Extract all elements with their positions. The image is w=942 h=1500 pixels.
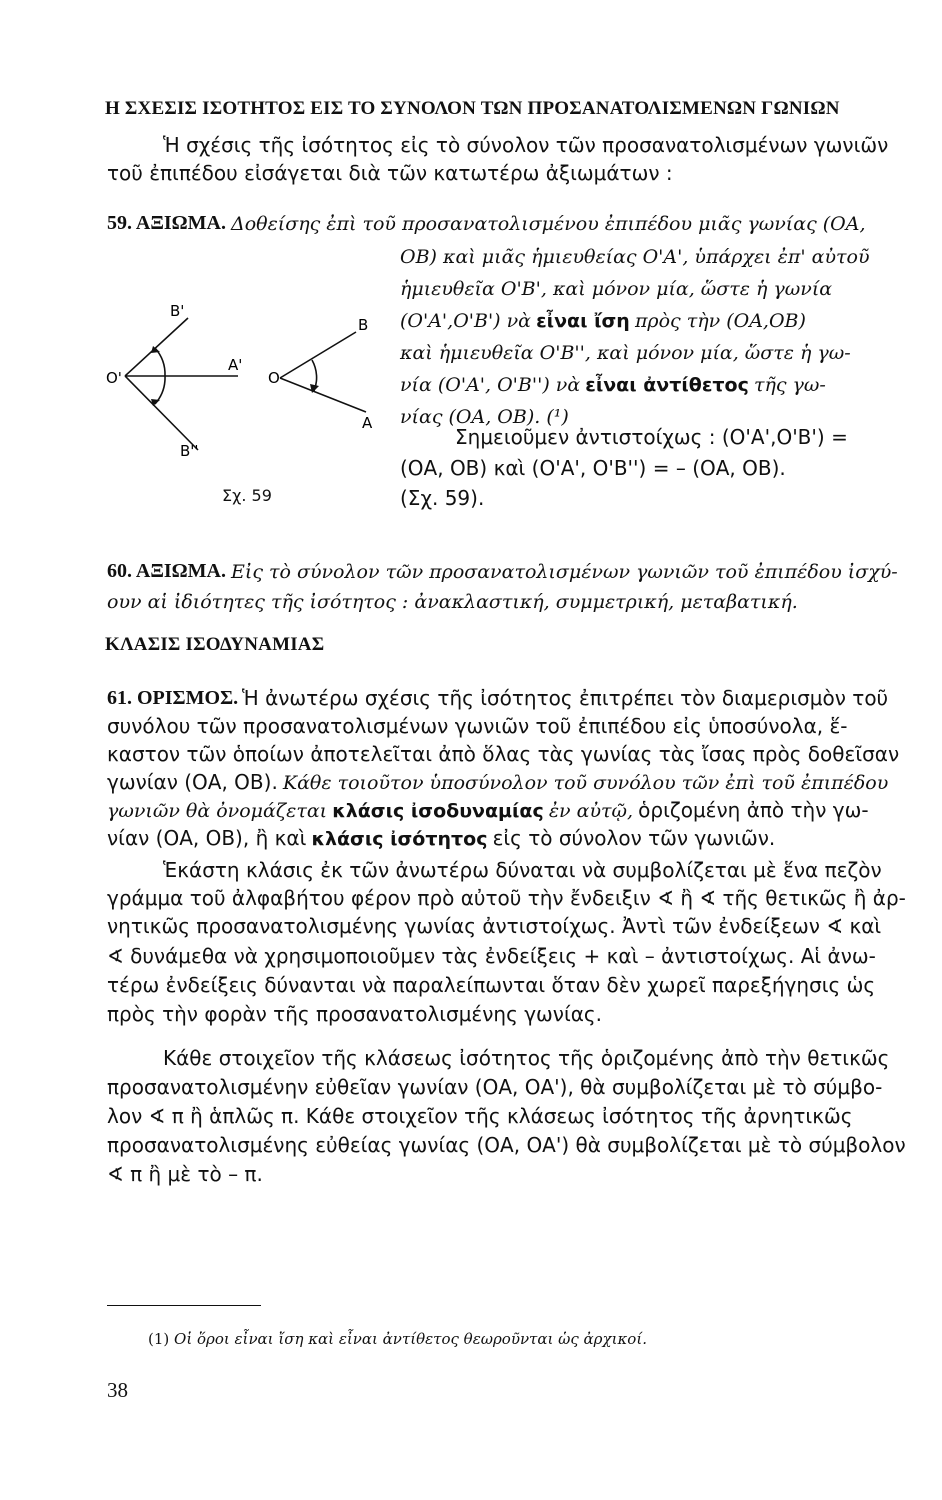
label-b-prime: B' xyxy=(170,302,185,320)
footnote-rule xyxy=(107,1305,261,1306)
para2-line-5: τέρω ἐνδείξεις δύνανται νὰ παραλείπωνται ὅταν δὲν χωρεῖ παρεξήγησις ὡς xyxy=(107,973,876,997)
ray-ob-double-prime xyxy=(125,376,198,450)
axiom-59-line-6: νία (Ο'Α', Ο'Β'') νὰ εἶναι ἀντίθετος τῆς γω- xyxy=(400,374,826,396)
label-a-prime: A' xyxy=(228,356,243,374)
axiom-59-note-2: (ΟΑ, ΟΒ) καὶ (Ο'Α', Ο'Β'') = – (ΟΑ, ΟΒ). xyxy=(400,456,786,480)
axiom-59-line-4: (Ο'Α',Ο'Β') νὰ εἶναι ἴση πρὸς τὴν (ΟΑ,ΟΒ) xyxy=(400,310,806,332)
intro-line-1: Ἡ σχέσις τῆς ἰσότητος εἰς τὸ σύνολον τῶν προσανατολισμένων γωνιῶν xyxy=(163,133,889,157)
definition-61-line-3: καστον τῶν ὁποίων ἀποτελεῖται ἀπὸ ὅλας τὰς γωνίας τὰς ἴσας πρὸς δοθεῖσαν xyxy=(107,742,900,766)
para2-line-1: Ἑκάστη κλάσις ἐκ τῶν ἀνωτέρω δύναται νὰ συμβολίζεται μὲ ἕνα πεζὸν xyxy=(163,858,882,882)
para3-line-3: λον ∢ π ἢ ἁπλῶς π. Κάθε στοιχεῖον τῆς κλάσεως ἰσότητος τῆς ἀρνητικῶς xyxy=(107,1104,853,1128)
para2-line-3: νητικῶς προσανατολισμένης γωνίας ἀντιστοίχως. Ἀντὶ τῶν ἐνδείξεων ∢ καὶ xyxy=(107,914,882,938)
label-a: A xyxy=(362,414,373,432)
para3-line-5: ∢ π ἢ μὲ τὸ – π. xyxy=(107,1162,263,1186)
footnote-marker: (1) xyxy=(148,1330,170,1348)
section-heading: Η ΣΧΕΣΙΣ ΙΣΟΤΗΤΟΣ ΕΙΣ ΤΟ ΣΥΝΟΛΟΝ ΤΩΝ ΠΡΟΣΑΝΑΤΟΛΙΣΜΕΝΩΝ ΓΩΝΙΩΝ xyxy=(105,98,840,119)
axiom-59-line-5: καὶ ἡμιευθεῖα Ο'Β'', καὶ μόνον μία, ὥστε ἡ γω- xyxy=(400,342,851,364)
figure-59 xyxy=(100,290,400,470)
label-o-prime: O' xyxy=(106,369,122,387)
subsection-heading: ΚΛΑΣΙΣ ΙΣΟΔΥΝΑΜΙΑΣ xyxy=(105,634,325,655)
para2-line-6: πρὸς τὴν φορὰν τῆς προσανατολισμένης γωνίας. xyxy=(107,1002,602,1026)
label-b: B xyxy=(358,316,369,334)
axiom-59-label: 59. ΑΞΙΩΜΑ. xyxy=(107,212,227,234)
axiom-60-label: 60. ΑΞΙΩΜΑ. xyxy=(107,560,227,582)
axiom-60-line-2: ουν αἱ ἰδιότητες τῆς ἰσότητος : ἀνακλαστική, συμμετρική, μεταβατική. xyxy=(107,591,798,613)
axiom-60-line-1: Εἰς τὸ σύνολον τῶν προσανατολισμένων γωνιῶν τοῦ ἐπιπέδου ἰσχύ- xyxy=(231,561,898,583)
term-equality-class: κλάσις ἰσότητος xyxy=(311,828,488,850)
footnote-text: Οἱ ὅροι εἶναι ἴση καὶ εἶναι ἀντίθετος θεωροῦνται ὡς ἀρχικοί. xyxy=(174,1330,647,1348)
axiom-59-note-1: Σημειοῦμεν ἀντιστοίχως : (Ο'Α',Ο'Β') = xyxy=(455,425,848,449)
term-equivalence-class: κλάσις ἰσοδυναμίας xyxy=(332,800,544,822)
footnote xyxy=(148,1330,647,1348)
axiom-59-line-3: ἡμιευθεῖα Ο'Β', καὶ μόνον μία, ὥστε ἡ γωνία xyxy=(400,278,833,300)
axiom-59-note-3: (Σχ. 59). xyxy=(400,486,485,510)
definition-61-line-6: νίαν (ΟΑ, ΟΒ), ἢ καὶ κλάσις ἰσότητος εἰς τὸ σύνολον τῶν γωνιῶν. xyxy=(107,826,776,850)
label-b-double-prime: B'' xyxy=(180,442,199,460)
para3-line-2: προσανατολισμένην εὐθεῖαν γωνίαν (ΟΑ, ΟΑ'), θὰ συμβολίζεται μὲ τὸ σύμβο- xyxy=(107,1075,883,1099)
para3-line-4: προσανατολισμένης εὐθείας γωνίας (ΟΑ, ΟΑ') θὰ συμβολίζεται μὲ τὸ σύμβολον xyxy=(107,1133,906,1157)
para2-line-2: γράμμα τοῦ ἀλφαβήτου φέρον πρὸ αὐτοῦ τὴν ἔνδειξιν ∢ ἢ ∢ τῆς θετικῶς ἢ ἀρ- xyxy=(107,886,906,910)
para3-line-1: Κάθε στοιχεῖον τῆς κλάσεως ἰσότητος τῆς ὁριζομένης ἀπὸ τὴν θετικῶς xyxy=(163,1046,890,1070)
ray-ob xyxy=(280,332,356,378)
label-o: O xyxy=(268,369,280,387)
intro-line-2: τοῦ ἐπιπέδου εἰσάγεται διὰ τῶν κατωτέρω ἀξιωμάτων : xyxy=(107,161,673,185)
page-number: 38 xyxy=(107,1378,128,1402)
axiom-59-line-2: ΟΒ) καὶ μιᾶς ἡμιευθείας Ο'Α', ὑπάρχει ἐπ' αὐτοῦ xyxy=(400,246,870,268)
ray-ob-prime xyxy=(125,318,188,376)
para2-line-4: ∢ δυνάμεθα νὰ χρησιμοποιοῦμεν τὰς ἐνδείξεις + καὶ – ἀντιστοίχως. Αἱ ἀνω- xyxy=(107,944,876,968)
figure-caption: Σχ. 59 xyxy=(222,486,272,505)
axiom-59-line-1: Δοθείσης ἐπὶ τοῦ προσανατολισμένου ἐπιπέδου μιᾶς γωνίας (ΟΑ, xyxy=(231,213,866,235)
definition-61-line-5: γωνιῶν θὰ ὀνομάζεται κλάσις ἰσοδυναμίας ἐν αὐτῷ, ὁριζομένη ἀπὸ τὴν γω- xyxy=(107,798,869,822)
axiom-59-line-7: νίας (ΟΑ, ΟΒ). (¹) xyxy=(400,406,569,428)
ray-oa xyxy=(280,378,366,412)
definition-61-line-1: Ἡ ἀνωτέρω σχέσις τῆς ἰσότητος ἐπιτρέπει τὸν διαμερισμὸν τοῦ xyxy=(242,686,889,710)
arrow-negative xyxy=(151,399,160,406)
definition-61-line-2: συνόλου τῶν προσανατολισμένων γωνιῶν τοῦ ἐπιπέδου εἰς ὑποσύνολα, ἕ- xyxy=(107,714,848,738)
definition-61-label: 61. ΟΡΙΣΜΟΣ. xyxy=(107,687,239,709)
definition-61-line-4: γωνίαν (ΟΑ, ΟΒ). Κάθε τοιοῦτον ὑποσύνολον τοῦ συνόλου τῶν ἐπὶ τοῦ ἐπιπέδου xyxy=(107,770,889,794)
